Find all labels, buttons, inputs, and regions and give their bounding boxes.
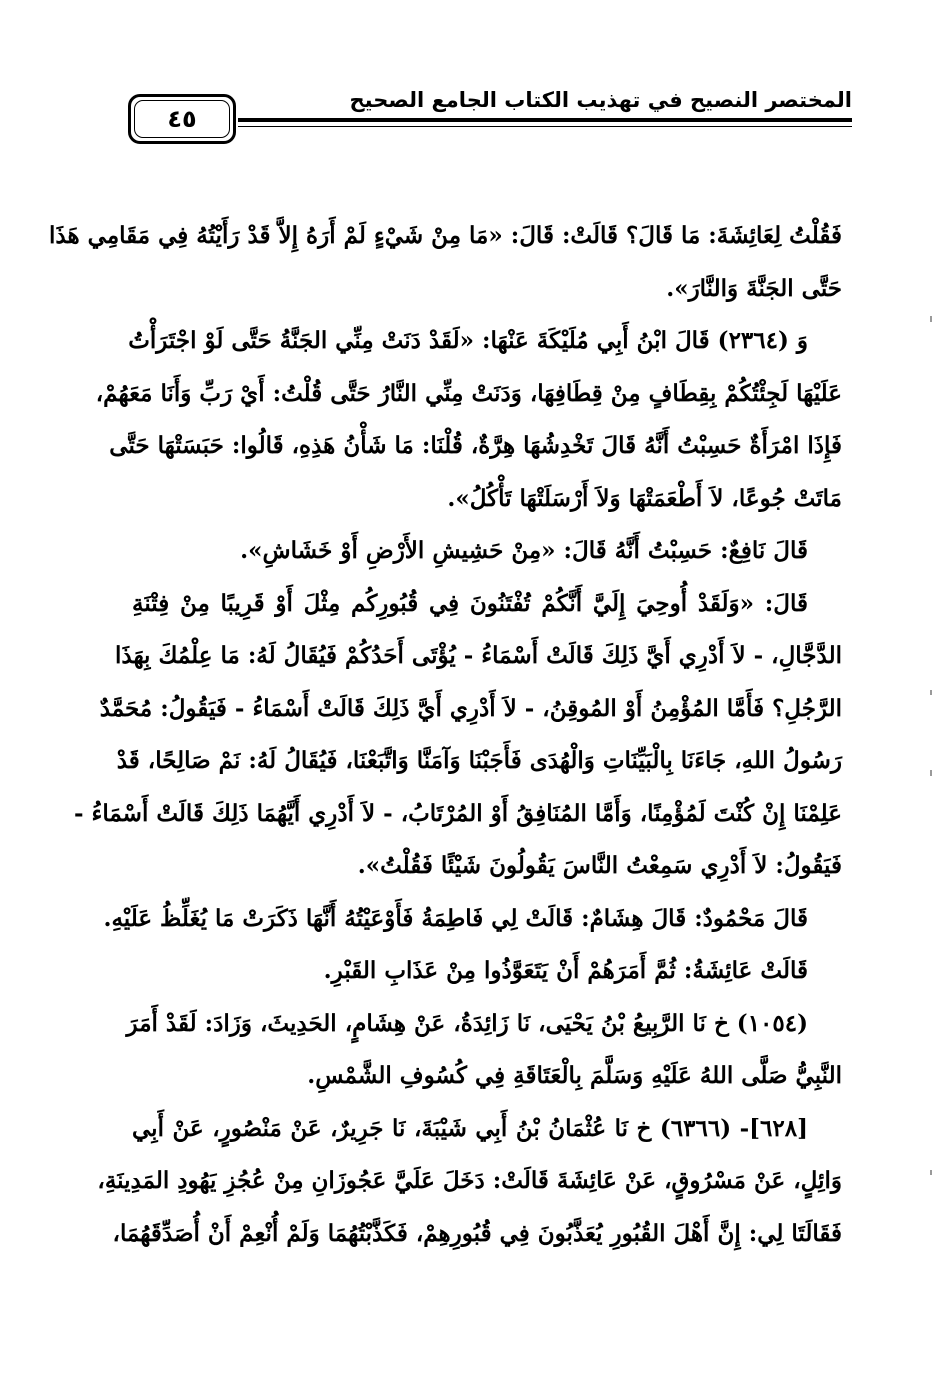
page-number-frame: [128, 94, 236, 144]
page-header: [128, 84, 852, 154]
text-line: قَالَ: «وَلَقَدْ أُوحِيَ إِلَيَّ أَنَّكُمْ تُفْتَنُونَ فِي قُبُورِكُم مِثْلَ أَوْ قَرِيبًا مِنْ فِتْنَةِ: [132, 589, 808, 617]
text-line: مَاتَتْ جُوعًا، لاَ أَطْعَمَتْهَا وَلاَ أَرْسَلَتْهَا تَأْكُلُ».: [447, 484, 842, 512]
margin-mark: [930, 690, 932, 695]
text-line: حَتَّى الجَنَّةَ وَالنَّارَ».: [666, 274, 842, 302]
text-line: فَقُلْتُ لِعَائِشَةَ: مَا قَالَ؟ قَالَتْ: قَالَ: «مَا مِنْ شَيْءٍ لَمْ أَرَهُ إِلاَّ قَدْ رَأَيْتُهُ فِي مَقَامِي هَذَا: [49, 222, 842, 249]
text-line: وَ (٢٣٦٤) قَالَ ابْنُ أَبِي مُلَيْكَةَ عَنْهَا: «لَقَدْ دَنَتْ مِنِّي الجَنَّةُ حَتَّى لَوْ اجْتَرَأْتُ: [128, 327, 808, 354]
margin-mark: [930, 316, 932, 322]
text-line: قَالَ نَافِعٌ: حَسِبْتُ أَنَّهُ قَالَ: «مِنْ حَشِيشِ الأَرْضِ أَوْ خَشَاشِ».: [240, 537, 808, 564]
text-line: عَلَيْهَا لَجِئْتُكُمْ بِقِطَافٍ مِنْ قِطَافِهَا، وَدَنَتْ مِنِّي النَّارُ حَتَّى قُلْتُ: أَيْ رَبِّ وَأَنَا مَعَهُمْ،: [95, 379, 842, 407]
header-rule-thick: [238, 118, 852, 122]
margin-mark: [930, 770, 932, 776]
text-line: الرَّجُلِ؟ فَأَمَّا المُؤْمِنُ أَوْ المُوقِنُ، - لاَ أَدْرِي أَيَّ ذَلِكَ قَالَتْ أَسْمَاءُ - فَيَقُولُ: مُحَمَّدٌ: [99, 694, 842, 722]
text-line: وَائِلٍ، عَنْ مَسْرُوقٍ، عَنْ عَائِشَةَ قَالَتْ: دَخَلَ عَلَيَّ عَجُوزَانِ مِنْ عُجُزِ يَهُودِ المَدِينَةِ،: [97, 1167, 842, 1194]
text-line: (١٠٥٤) خ نَا الرَّبِيعُ بْنُ يَحْيَى، نَا زَائِدَةُ، عَنْ هِشَامٍ، الحَدِيثَ، وَزَادَ: لَقَدْ أَمَرَ: [126, 1009, 808, 1037]
text-line: [٦٢٨]- (٦٣٦٦) خ نَا عُثْمَانُ بْنُ أَبِي شَيْبَةَ، نَا جَرِيرٌ، عَنْ مَنْصُورٍ، عَنْ أَبِي: [132, 1114, 808, 1142]
book-title: المختصر النصيح في تهذيب الكتاب الجامع الصحيح: [349, 88, 852, 112]
page-number: ٤٥: [167, 105, 197, 133]
text-line: قَالَتْ عَائِشَةُ: ثُمَّ أَمَرَهُمْ أَنْ يَتَعَوَّذُوا مِنْ عَذَابِ القَبْرِ.: [323, 957, 808, 984]
text-line: عَلِمْنَا إِنْ كُنْتَ لَمُؤْمِنًا، وَأَمَّا المُنَافِقُ أَوْ المُرْتَابُ، - لاَ أَدْرِي أَيَّهُمَا ذَلِكَ قَالَتْ أَسْمَاءُ -: [74, 799, 842, 827]
text-line: فَقَالَتَا لِي: إِنَّ أَهْلَ القُبُورِ يُعَذَّبُونَ فِي قُبُورِهِمْ، فَكَذَّبْتُهُمَا وَلَمْ أُنْعِمْ أَنْ أُصَدِّقَهُمَا،: [112, 1219, 842, 1247]
header-rule-thin: [238, 126, 852, 127]
page-body: [49, 210, 842, 1260]
text-line: قَالَ مَحْمُودٌ: قَالَ هِشَامٌ: قَالَتْ لِي فَاطِمَةُ فَأَوْعَيْتُهُ أَنَّهَا ذَكَرَتْ مَا يُغَلِّظُ عَلَيْهِ.: [103, 904, 808, 932]
text-line: فَإِذَا امْرَأَةٌ حَسِبْتُ أَنَّهُ قَالَ تَخْدِشُهَا هِرَّةٌ، قُلْنَا: مَا شَأْنُ هَذِهِ، قَالُوا: حَبَسَتْهَا حَتَّى: [109, 432, 842, 459]
text-line: الدَّجَّالِ، - لاَ أَدْرِي أَيَّ ذَلِكَ قَالَتْ أَسْمَاءُ - يُؤْتَى أَحَدُكُمْ فَيُقَالُ لَهُ: مَا عِلْمُكَ بِهَذَا: [114, 642, 842, 669]
margin-mark: [930, 1170, 932, 1175]
text-line: فَيَقُولُ: لاَ أَدْرِي سَمِعْتُ النَّاسَ يَقُولُونَ شَيْئًا فَقُلْتُ».: [357, 852, 842, 879]
text-line: رَسُولُ اللهِ، جَاءَنَا بِالْبَيِّنَاتِ وَالْهُدَى فَأَجَبْنَا وَآمَنَّا وَاتَّبَعْنَا، فَيُقَالُ لَهُ: نَمْ صَالِحًا، قَدْ: [116, 747, 842, 774]
text-line: النَّبِيُّ صَلَّى اللهُ عَلَيْهِ وَسَلَّمَ بِالْعَتَاقَةِ فِي كُسُوفِ الشَّمْسِ.: [307, 1062, 842, 1089]
